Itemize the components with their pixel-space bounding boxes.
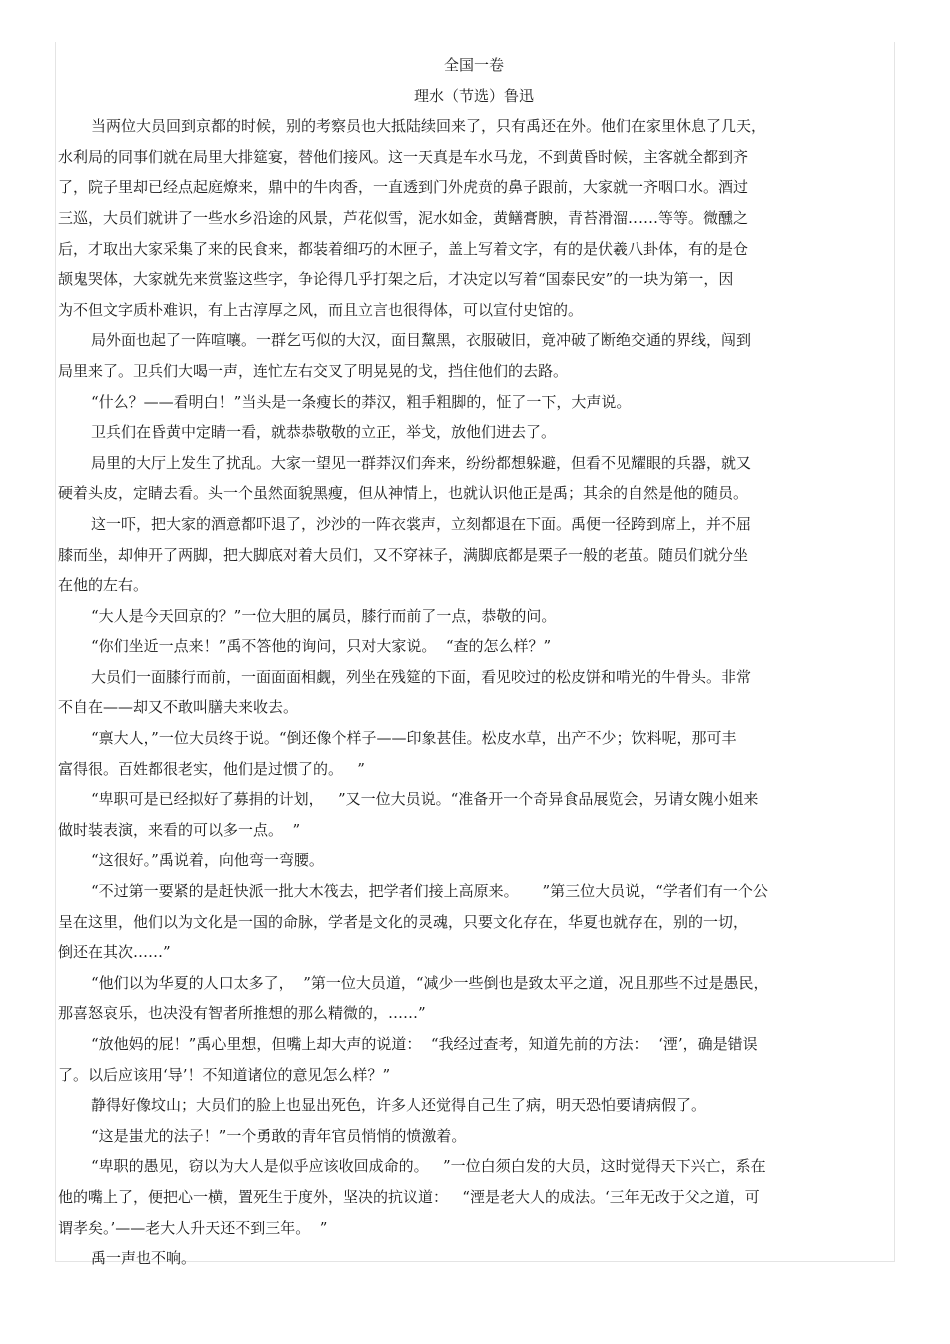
text-line: 颉鬼哭体，大家就先来赏鉴这些字，争论得几乎打架之后，才决定以写着“国泰民安”的一块为第一，因 — [58, 270, 734, 289]
text-line: 不自在——却又不敢叫膳夫来收去。 — [58, 698, 299, 717]
text-line: “你们坐近一点来！”禹不答他的询问，只对大家说。 “查的怎么样？” — [91, 637, 552, 656]
document-body — [58, 50, 890, 1274]
text-line: 这一吓，把大家的酒意都吓退了，沙沙的一阵衣裳声，立刻都退在下面。禹便一径跨到席上，并不屈 — [91, 514, 752, 533]
text-line: “什么？——看明白！”当头是一条瘦长的莽汉，粗手粗脚的，怔了一下，大声说。 — [91, 392, 632, 411]
exam-label: 全国一卷 — [443, 56, 504, 74]
text-line: “卑职可是已经拟好了募捐的计划， ”又一位大员说。“准备开一个奇异食品展览会，另请女隗小姐来 — [91, 790, 759, 809]
text-line: 静得好像坟山；大员们的脸上也显出死色，许多人还觉得自己生了病，明天恐怕要请病假了。 — [91, 1096, 707, 1115]
text-line: 禹一声也不响。 — [91, 1249, 197, 1268]
text-line: 局里的大厅上发生了扰乱。大家一望见一群莽汉们奔来，纷纷都想躲避，但看不见耀眼的兵器，就又 — [91, 453, 752, 472]
text-line: 卫兵们在昏黄中定睛一看，就恭恭敬敬的立正，举戈，放他们进去了。 — [91, 423, 557, 442]
text-line: “他们以为华夏的人口太多了， ”第一位大员道，“减少一些倒也是致太平之道，况且那些不过是愚民， — [91, 973, 769, 992]
text-line: 了。以后应该用‘导’！不知道诸位的意见怎么样？” — [58, 1065, 391, 1084]
article-text — [58, 111, 890, 1274]
text-line: “禀大人，”一位大员终于说。“倒还像个样子——印象甚佳。松皮水草，出产不少；饮料呢，那可丰 — [91, 729, 737, 748]
text-line: 局里来了。卫兵们大喝一声，连忙左右交叉了明晃晃的戈，挡住他们的去路。 — [58, 361, 569, 380]
text-line: 呈在这里，他们以为文化是一国的命脉，学者是文化的灵魂，只要文化存在，华夏也就存在，别的一切， — [58, 912, 749, 931]
text-line: “这很好。”禹说着，向他弯一弯腰。 — [91, 851, 324, 870]
text-line: 了，院子里却已经点起庭燎来，鼎中的牛肉香，一直透到门外虎贲的鼻子跟前，大家就一齐咽口水。酒过 — [58, 178, 749, 197]
article-title: 理水（节选）鲁迅 — [413, 86, 534, 105]
text-line: 做时装表演，来看的可以多一点。 ” — [58, 820, 301, 839]
text-line: 后，才取出大家采集了来的民食来，都装着细巧的木匣子，盖上写着文字，有的是伏羲八卦体，有的是仓 — [58, 239, 749, 258]
text-line: 倒还在其次……” — [58, 943, 171, 962]
text-line: 在他的左右。 — [58, 576, 149, 595]
text-line: 富得很。百姓都很老实，他们是过惯了的。 ” — [58, 759, 365, 778]
text-line: 三巡，大员们就讲了一些水乡沿途的风景，芦花似雪，泥水如金，黄鳝膏腴，青苔滑溜……等等。微醺之 — [58, 208, 749, 227]
text-line: 局外面也起了一阵喧嚷。一群乞丐似的大汉，面目黧黑，衣服破旧，竟冲破了断绝交通的界线，闯到 — [91, 331, 752, 350]
text-line: 谓孝矣。’——老大人升天还不到三年。 ” — [58, 1218, 328, 1237]
text-line: 膝而坐，却伸开了两脚，把大脚底对着大员们，又不穿袜子，满脚底都是栗子一般的老茧。随员们就分坐 — [58, 545, 749, 564]
text-line: 当两位大员回到京都的时候，别的考察员也大抵陆续回来了，只有禹还在外。他们在家里休息了几天， — [91, 117, 767, 136]
text-line: 他的嘴上了，便把心一横，置死生于度外，坚决的抗议道： “湮是老大人的成法。‘三年无改于父之道，可 — [58, 1187, 760, 1206]
text-line: “不过第一要紧的是赶快派一批大木筏去，把学者们接上高原来。 ”第三位大员说，“学者们有一个公 — [91, 882, 768, 901]
text-line: 那喜怒哀乐，也决没有智者所推想的那么精微的，……” — [58, 1004, 426, 1023]
text-line: 大员们一面膝行而前，一面面面相觑，列坐在残筵的下面，看见咬过的松皮饼和啃光的牛骨头。非常 — [91, 667, 752, 686]
text-line: 硬着头皮，定睛去看。头一个虽然面貌黑瘦，但从神情上，也就认识他正是禹；其余的自然是他的随员。 — [58, 484, 749, 503]
text-line: 水利局的同事们就在局里大排筵宴，替他们接风。这一天真是车水马龙，不到黄昏时候，主客就全都到齐 — [58, 147, 749, 166]
text-line: “这是蚩尤的法子！”一个勇敢的青年官员悄悄的愤激着。 — [91, 1126, 467, 1145]
text-line: “卑职的愚见，窃以为大人是似乎应该收回成命的。 ”一位白须白发的大员，这时觉得天下兴亡，系在 — [91, 1157, 766, 1176]
text-line: 为不但文字质朴难识，有上古淳厚之风，而且立言也很得体，可以宣付史馆的。 — [58, 300, 584, 319]
text-line: “放他妈的屁！”禹心里想，但嘴上却大声的说道： “我经过查考，知道先前的方法： ‘湮’，确是错误 — [91, 1035, 758, 1053]
text-line: “大人是今天回京的？”一位大胆的属员，膝行而前了一点，恭敬的问。 — [91, 606, 557, 625]
